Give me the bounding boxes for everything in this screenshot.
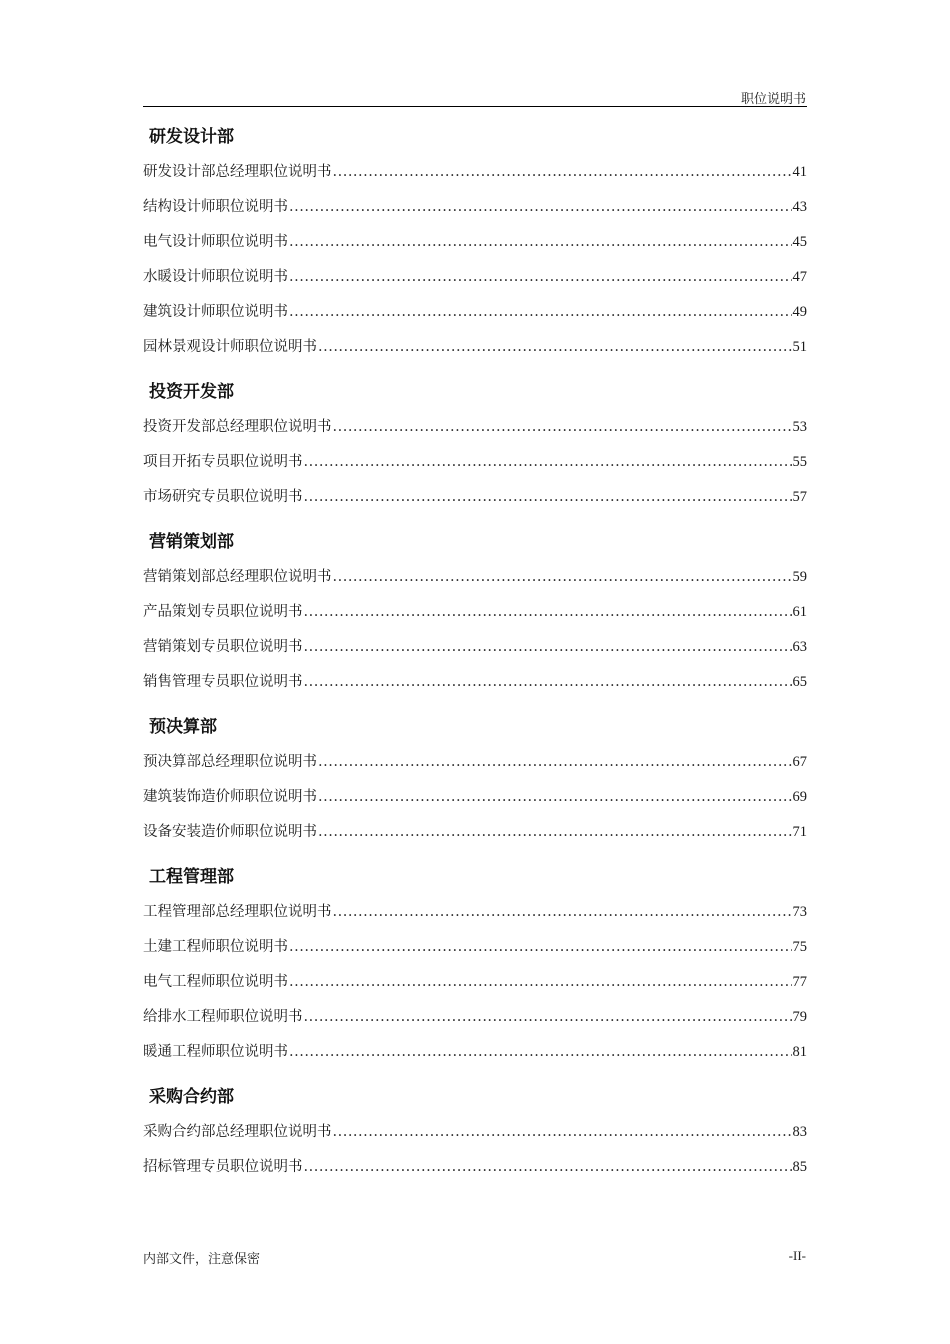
- table-of-contents: [143, 114, 807, 1185]
- toc-entry[interactable]: [143, 190, 807, 225]
- dot-leader: [289, 965, 792, 1000]
- dot-leader: [289, 930, 792, 965]
- toc-section: [143, 710, 807, 850]
- toc-entry-label: 项目开拓专员职位说明书: [143, 454, 303, 470]
- dot-leader: [318, 330, 792, 365]
- toc-entry-label: 水暖设计师职位说明书: [143, 269, 288, 285]
- toc-entry-label: 建筑设计师职位说明书: [143, 304, 288, 320]
- dot-leader: [333, 895, 792, 930]
- dot-leader: [333, 1115, 792, 1150]
- toc-section: [143, 525, 807, 700]
- toc-entry-label: 土建工程师职位说明书: [143, 939, 288, 955]
- toc-entry-label: 给排水工程师职位说明书: [143, 1009, 303, 1025]
- toc-entry-label: 工程管理部总经理职位说明书: [143, 904, 332, 920]
- toc-entry-label: 电气工程师职位说明书: [143, 974, 288, 990]
- toc-entry-page-number: 41: [792, 164, 807, 180]
- dot-leader: [289, 1035, 792, 1070]
- header-rule: [143, 106, 807, 107]
- dot-leader: [304, 480, 792, 515]
- toc-entry-label: 产品策划专员职位说明书: [143, 604, 303, 620]
- section-heading: 营销策划部: [149, 532, 234, 552]
- toc-entry-label: 营销策划部总经理职位说明书: [143, 569, 332, 585]
- toc-entry[interactable]: [143, 595, 807, 630]
- toc-entry-label: 暖通工程师职位说明书: [143, 1044, 288, 1060]
- section-heading: 投资开发部: [149, 382, 234, 402]
- toc-entry-label: 预决算部总经理职位说明书: [143, 754, 317, 770]
- section-heading: 工程管理部: [149, 867, 234, 887]
- toc-entry[interactable]: [143, 1035, 807, 1070]
- toc-entry-page-number: 73: [792, 904, 807, 920]
- toc-entry-page-number: 51: [792, 339, 807, 355]
- toc-entry[interactable]: [143, 930, 807, 965]
- toc-entry-label: 设备安装造价师职位说明书: [143, 824, 317, 840]
- toc-entry[interactable]: [143, 745, 807, 780]
- toc-entry-page-number: 61: [792, 604, 807, 620]
- toc-entry-page-number: 53: [792, 419, 807, 435]
- dot-leader: [318, 745, 792, 780]
- toc-entry-label: 电气设计师职位说明书: [143, 234, 288, 250]
- footer-page-number: -II-: [788, 1248, 806, 1263]
- section-heading: 采购合约部: [149, 1087, 234, 1107]
- toc-section: [143, 375, 807, 515]
- toc-entry-page-number: 83: [792, 1124, 807, 1140]
- toc-entry-page-number: 69: [792, 789, 807, 805]
- toc-entry-page-number: 59: [792, 569, 807, 585]
- toc-entry[interactable]: [143, 665, 807, 700]
- toc-entry[interactable]: [143, 780, 807, 815]
- dot-leader: [333, 560, 792, 595]
- section-heading: 研发设计部: [149, 127, 234, 147]
- toc-entry-page-number: 43: [792, 199, 807, 215]
- toc-entry-page-number: 81: [792, 1044, 807, 1060]
- toc-entry[interactable]: [143, 410, 807, 445]
- dot-leader: [333, 410, 792, 445]
- toc-entry-label: 市场研究专员职位说明书: [143, 489, 303, 505]
- dot-leader: [304, 630, 792, 665]
- dot-leader: [289, 260, 792, 295]
- toc-entry-label: 建筑装饰造价师职位说明书: [143, 789, 317, 805]
- toc-entry-label: 销售管理专员职位说明书: [143, 674, 303, 690]
- toc-entry-label: 采购合约部总经理职位说明书: [143, 1124, 332, 1140]
- dot-leader: [289, 190, 792, 225]
- toc-entry-label: 营销策划专员职位说明书: [143, 639, 303, 655]
- toc-entry[interactable]: [143, 445, 807, 480]
- toc-entry[interactable]: [143, 560, 807, 595]
- toc-entry-page-number: 49: [792, 304, 807, 320]
- toc-entry-page-number: 75: [792, 939, 807, 955]
- toc-section: [143, 120, 807, 365]
- section-heading: 预决算部: [149, 717, 217, 737]
- toc-entry[interactable]: [143, 815, 807, 850]
- toc-section: [143, 1080, 807, 1185]
- toc-section: [143, 860, 807, 1070]
- toc-entry-page-number: 71: [792, 824, 807, 840]
- toc-entry-page-number: 47: [792, 269, 807, 285]
- toc-entry[interactable]: [143, 260, 807, 295]
- dot-leader: [318, 780, 792, 815]
- toc-entry-page-number: 65: [792, 674, 807, 690]
- toc-entry[interactable]: [143, 1115, 807, 1150]
- toc-entry-page-number: 55: [792, 454, 807, 470]
- dot-leader: [289, 295, 792, 330]
- toc-entry-label: 园林景观设计师职位说明书: [143, 339, 317, 355]
- toc-entry[interactable]: [143, 895, 807, 930]
- toc-entry[interactable]: [143, 480, 807, 515]
- dot-leader: [304, 665, 792, 700]
- dot-leader: [304, 1150, 792, 1185]
- toc-entry-page-number: 57: [792, 489, 807, 505]
- toc-entry-page-number: 63: [792, 639, 807, 655]
- toc-entry-label: 研发设计部总经理职位说明书: [143, 164, 332, 180]
- toc-entry[interactable]: [143, 295, 807, 330]
- toc-entry-page-number: 77: [792, 974, 807, 990]
- toc-entry-page-number: 85: [792, 1159, 807, 1175]
- toc-entry-label: 投资开发部总经理职位说明书: [143, 419, 332, 435]
- toc-entry[interactable]: [143, 155, 807, 190]
- dot-leader: [304, 445, 792, 480]
- toc-entry[interactable]: [143, 630, 807, 665]
- dot-leader: [304, 1000, 792, 1035]
- toc-entry[interactable]: [143, 330, 807, 365]
- footer-confidential-note: 内部文件，注意保密: [143, 1252, 261, 1267]
- dot-leader: [289, 225, 792, 260]
- toc-entry-page-number: 67: [792, 754, 807, 770]
- dot-leader: [333, 155, 792, 190]
- toc-entry[interactable]: [143, 1150, 807, 1185]
- toc-entry[interactable]: [143, 965, 807, 1000]
- dot-leader: [318, 815, 792, 850]
- running-header-title: 职位说明书: [740, 92, 806, 107]
- toc-entry-label: 招标管理专员职位说明书: [143, 1159, 303, 1175]
- toc-entry[interactable]: [143, 1000, 807, 1035]
- toc-entry[interactable]: [143, 225, 807, 260]
- dot-leader: [304, 595, 792, 630]
- toc-entry-label: 结构设计师职位说明书: [143, 199, 288, 215]
- toc-entry-page-number: 79: [792, 1009, 807, 1025]
- toc-entry-page-number: 45: [792, 234, 807, 250]
